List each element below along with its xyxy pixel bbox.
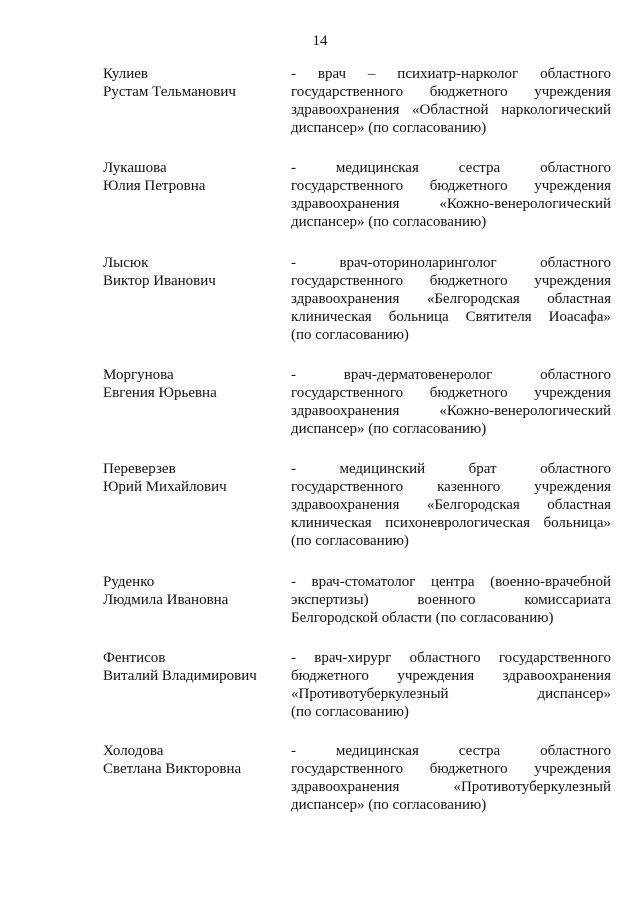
position-line: диспансер» (по согласованию)	[291, 797, 487, 813]
given-names: Людмила Ивановна	[103, 592, 229, 608]
given-names: Рустам Тельманович	[103, 84, 236, 100]
surname: Фентисов	[103, 650, 166, 666]
member-name	[103, 649, 278, 685]
position-line: государственного бюджетного учреждения	[291, 761, 611, 777]
position-line: здравоохранения «Белгородская областная	[291, 497, 611, 513]
position-line: здравоохранения «Областной наркологический	[291, 102, 611, 118]
position-line: - врач-оториноларинголог областного	[291, 255, 611, 271]
position-line: экспертизы) военного комиссариата	[291, 592, 611, 608]
page-number: 14	[312, 33, 328, 49]
position-line: (по согласованию)	[291, 704, 409, 720]
member-name	[103, 254, 278, 290]
member-position	[291, 649, 611, 721]
position-line: диспансер» (по согласованию)	[291, 120, 487, 136]
position-line: - медицинская сестра областного	[291, 743, 611, 759]
position-line: государственного бюджетного учреждения	[291, 178, 611, 194]
member-position	[291, 254, 611, 344]
member-position	[291, 742, 611, 814]
position-line: государственного бюджетного учреждения	[291, 273, 611, 289]
position-line: - врач-хирург областного государственного	[291, 650, 611, 666]
position-line: (по согласованию)	[291, 533, 409, 549]
position-line: клиническая больница Святителя Иоасафа»	[291, 309, 611, 325]
surname: Лысюк	[103, 255, 149, 271]
position-line: здравоохранения «Кожно-венерологический	[291, 403, 611, 419]
surname: Переверзев	[103, 461, 176, 477]
surname: Холодова	[103, 743, 164, 759]
position-line: здравоохранения «Кожно-венерологический	[291, 196, 611, 212]
position-line: государственного бюджетного учреждения	[291, 84, 611, 100]
given-names: Юлия Петровна	[103, 178, 206, 194]
position-line: диспансер» (по согласованию)	[291, 421, 487, 437]
position-line: - врач-дерматовенеролог областного	[291, 367, 611, 383]
surname: Лукашова	[103, 160, 167, 176]
member-name	[103, 65, 278, 101]
given-names: Виталий Владимирович	[103, 668, 257, 684]
position-line: государственного бюджетного учреждения	[291, 385, 611, 401]
member-position	[291, 65, 611, 137]
given-names: Евгения Юрьевна	[103, 385, 217, 401]
position-line: Белгородской области (по согласованию)	[291, 610, 554, 626]
position-line: государственного казенного учреждения	[291, 479, 611, 495]
member-position	[291, 460, 611, 550]
member-name	[103, 366, 278, 402]
given-names: Виктор Иванович	[103, 273, 216, 289]
member-name	[103, 159, 278, 195]
position-line: диспансер» (по согласованию)	[291, 214, 487, 230]
member-position	[291, 573, 611, 627]
position-line: - врач-стоматолог центра (военно-врачебной	[291, 574, 611, 590]
given-names: Юрий Михайлович	[103, 479, 227, 495]
given-names: Светлана Викторовна	[103, 761, 242, 777]
member-name	[103, 742, 278, 778]
position-line: (по согласованию)	[291, 327, 409, 343]
position-line: здравоохранения «Белгородская областная	[291, 291, 611, 307]
position-line: клиническая психоневрологическая больница»	[291, 515, 611, 531]
member-position	[291, 159, 611, 231]
position-line: - врач – психиатр-нарколог областного	[291, 66, 611, 82]
member-name	[103, 460, 278, 496]
surname: Моргунова	[103, 367, 174, 383]
member-name	[103, 573, 278, 609]
position-line: - медицинский брат областного	[291, 461, 611, 477]
surname: Кулиев	[103, 66, 148, 82]
member-position	[291, 366, 611, 438]
position-line: - медицинская сестра областного	[291, 160, 611, 176]
position-line: бюджетного учреждения здравоохранения	[291, 668, 611, 684]
position-line: здравоохранения «Противотуберкулезный	[291, 779, 611, 795]
surname: Руденко	[103, 574, 155, 590]
position-line: «Противотуберкулезный диспансер»	[291, 686, 611, 702]
